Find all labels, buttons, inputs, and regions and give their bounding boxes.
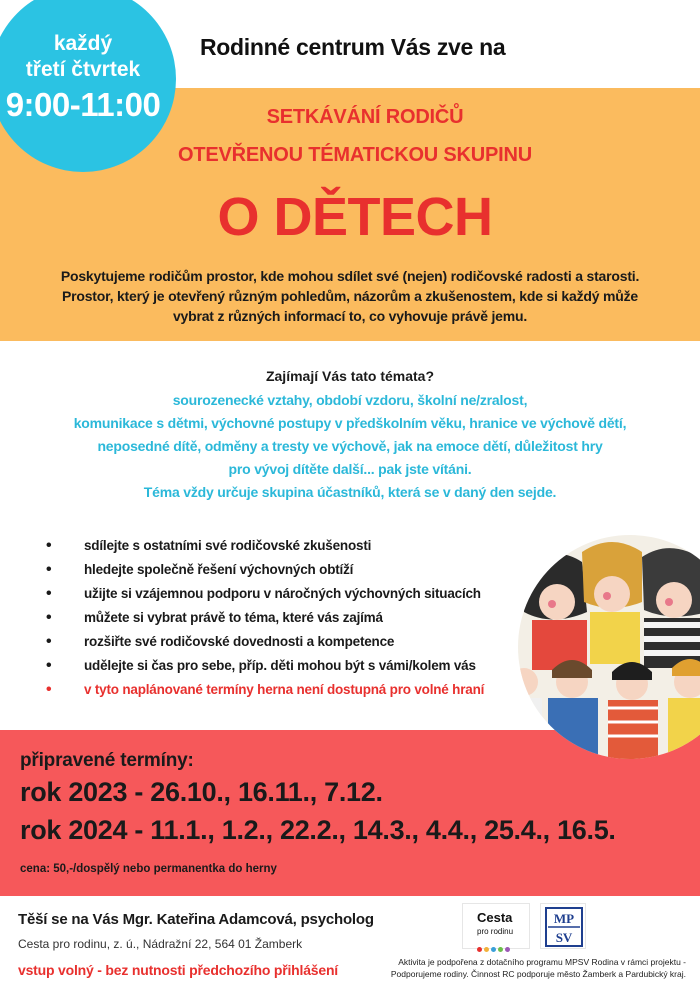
mpsv-logo [540, 903, 586, 949]
funding-note [386, 956, 686, 980]
benefit-item: • hledejte společně řešení výchovných obtíží [46, 558, 516, 582]
benefit-item: • udělejte si čas pro sebe, příp. děti mohou být s vámi/kolem vás [46, 654, 516, 678]
main-title: O DĚTECH [217, 187, 493, 247]
invite-heading: Rodinné centrum Vás zve na [200, 34, 506, 60]
topic-line: komunikace s dětmi, výchovné postupy v předškolním věku, hranice ve výchově dětí, [73, 415, 627, 431]
title-line-2: OTEVŘENOU TÉMATICKOU SKUPINU [177, 144, 533, 166]
dates-label: připravené termíny: [20, 750, 194, 771]
logo-dots [477, 939, 512, 957]
schedule-time: 9:00-11:00 [5, 86, 161, 123]
intro-paragraph [20, 266, 680, 326]
benefit-item: • sdílejte s ostatními své rodičovské zkušenosti [46, 534, 516, 558]
contact-name: Těší se na Vás Mgr. Kateřina Adamcová, psycholog [18, 911, 374, 928]
schedule-frequency-line1: každý [53, 32, 113, 55]
dates-2023: rok 2023 - 26.10., 16.11., 7.12. [20, 777, 383, 807]
schedule-frequency-line2: třetí čtvrtek [25, 58, 141, 81]
funding-line: Podporujeme rodiny. Činnost RC podporuje město Žamberk a Pardubický kraj. [390, 969, 686, 979]
intro-line: vybrat z různých informací to, co vyhovuje právě jemu. [172, 308, 528, 324]
topics-list [40, 389, 660, 504]
playroom-notice: • v tyto naplánované termíny herna není dostupná pro volné hraní [46, 678, 516, 702]
entry-info: vstup volný - bez nutnosti předchozího přihlášení [18, 962, 338, 978]
funding-line: Aktivita je podpořena z dotačního programu MPSV Rodina v rámci projektu - [398, 957, 686, 967]
topic-line: Téma vždy určuje skupina účastníků, která se v daný den sejde. [143, 484, 557, 500]
mpsv-emblem [545, 907, 583, 947]
price-info: cena: 50,-/dospělý nebo permanentka do herny [20, 863, 277, 875]
topic-line: pro vývoj dítěte další... pak jste vítáni. [228, 461, 472, 477]
topic-line: neposedné dítě, odměny a tresty ve výchově, jak na emoce dětí, důležitost hry [97, 438, 603, 454]
benefit-item: • rozšiřte své rodičovské dovednosti a kompetence [46, 630, 516, 654]
mpsv-text-top: MP [553, 911, 575, 926]
title-line-1: SETKÁVÁNÍ RODIČŮ [266, 106, 464, 128]
contact-address: Cesta pro rodinu, z. ú., Nádražní 22, 564 01 Žamberk [18, 937, 303, 951]
intro-line: Poskytujeme rodičům prostor, kde mohou sdílet své (nejen) rodičovské radosti a starosti. [60, 268, 640, 284]
benefit-item: • užijte si vzájemnou podporu v náročných výchovných situacích [46, 582, 516, 606]
topic-line: sourozenecké vztahy, období vzdoru, školní ne/zralost, [172, 392, 528, 408]
dates-2024: rok 2024 - 11.1., 1.2., 22.2., 14.3., 4.4., 25.4., 16.5. [20, 815, 616, 845]
benefit-item: • můžete si vybrat právě to téma, které vás zajímá [46, 606, 516, 630]
intro-line: Prostor, který je otevřený různým pohledům, názorům a zkušenostem, kde si každý může [61, 288, 639, 304]
topics-question: Zajímají Vás tato témata? [265, 368, 435, 384]
logo-subtext: pro rodinu [477, 927, 514, 936]
benefits-list [46, 534, 516, 702]
cesta-pro-rodinu-logo [462, 903, 530, 949]
children-illustration [512, 532, 700, 762]
mpsv-text-bottom: SV [555, 930, 573, 945]
logo-text: Cesta [477, 910, 513, 925]
